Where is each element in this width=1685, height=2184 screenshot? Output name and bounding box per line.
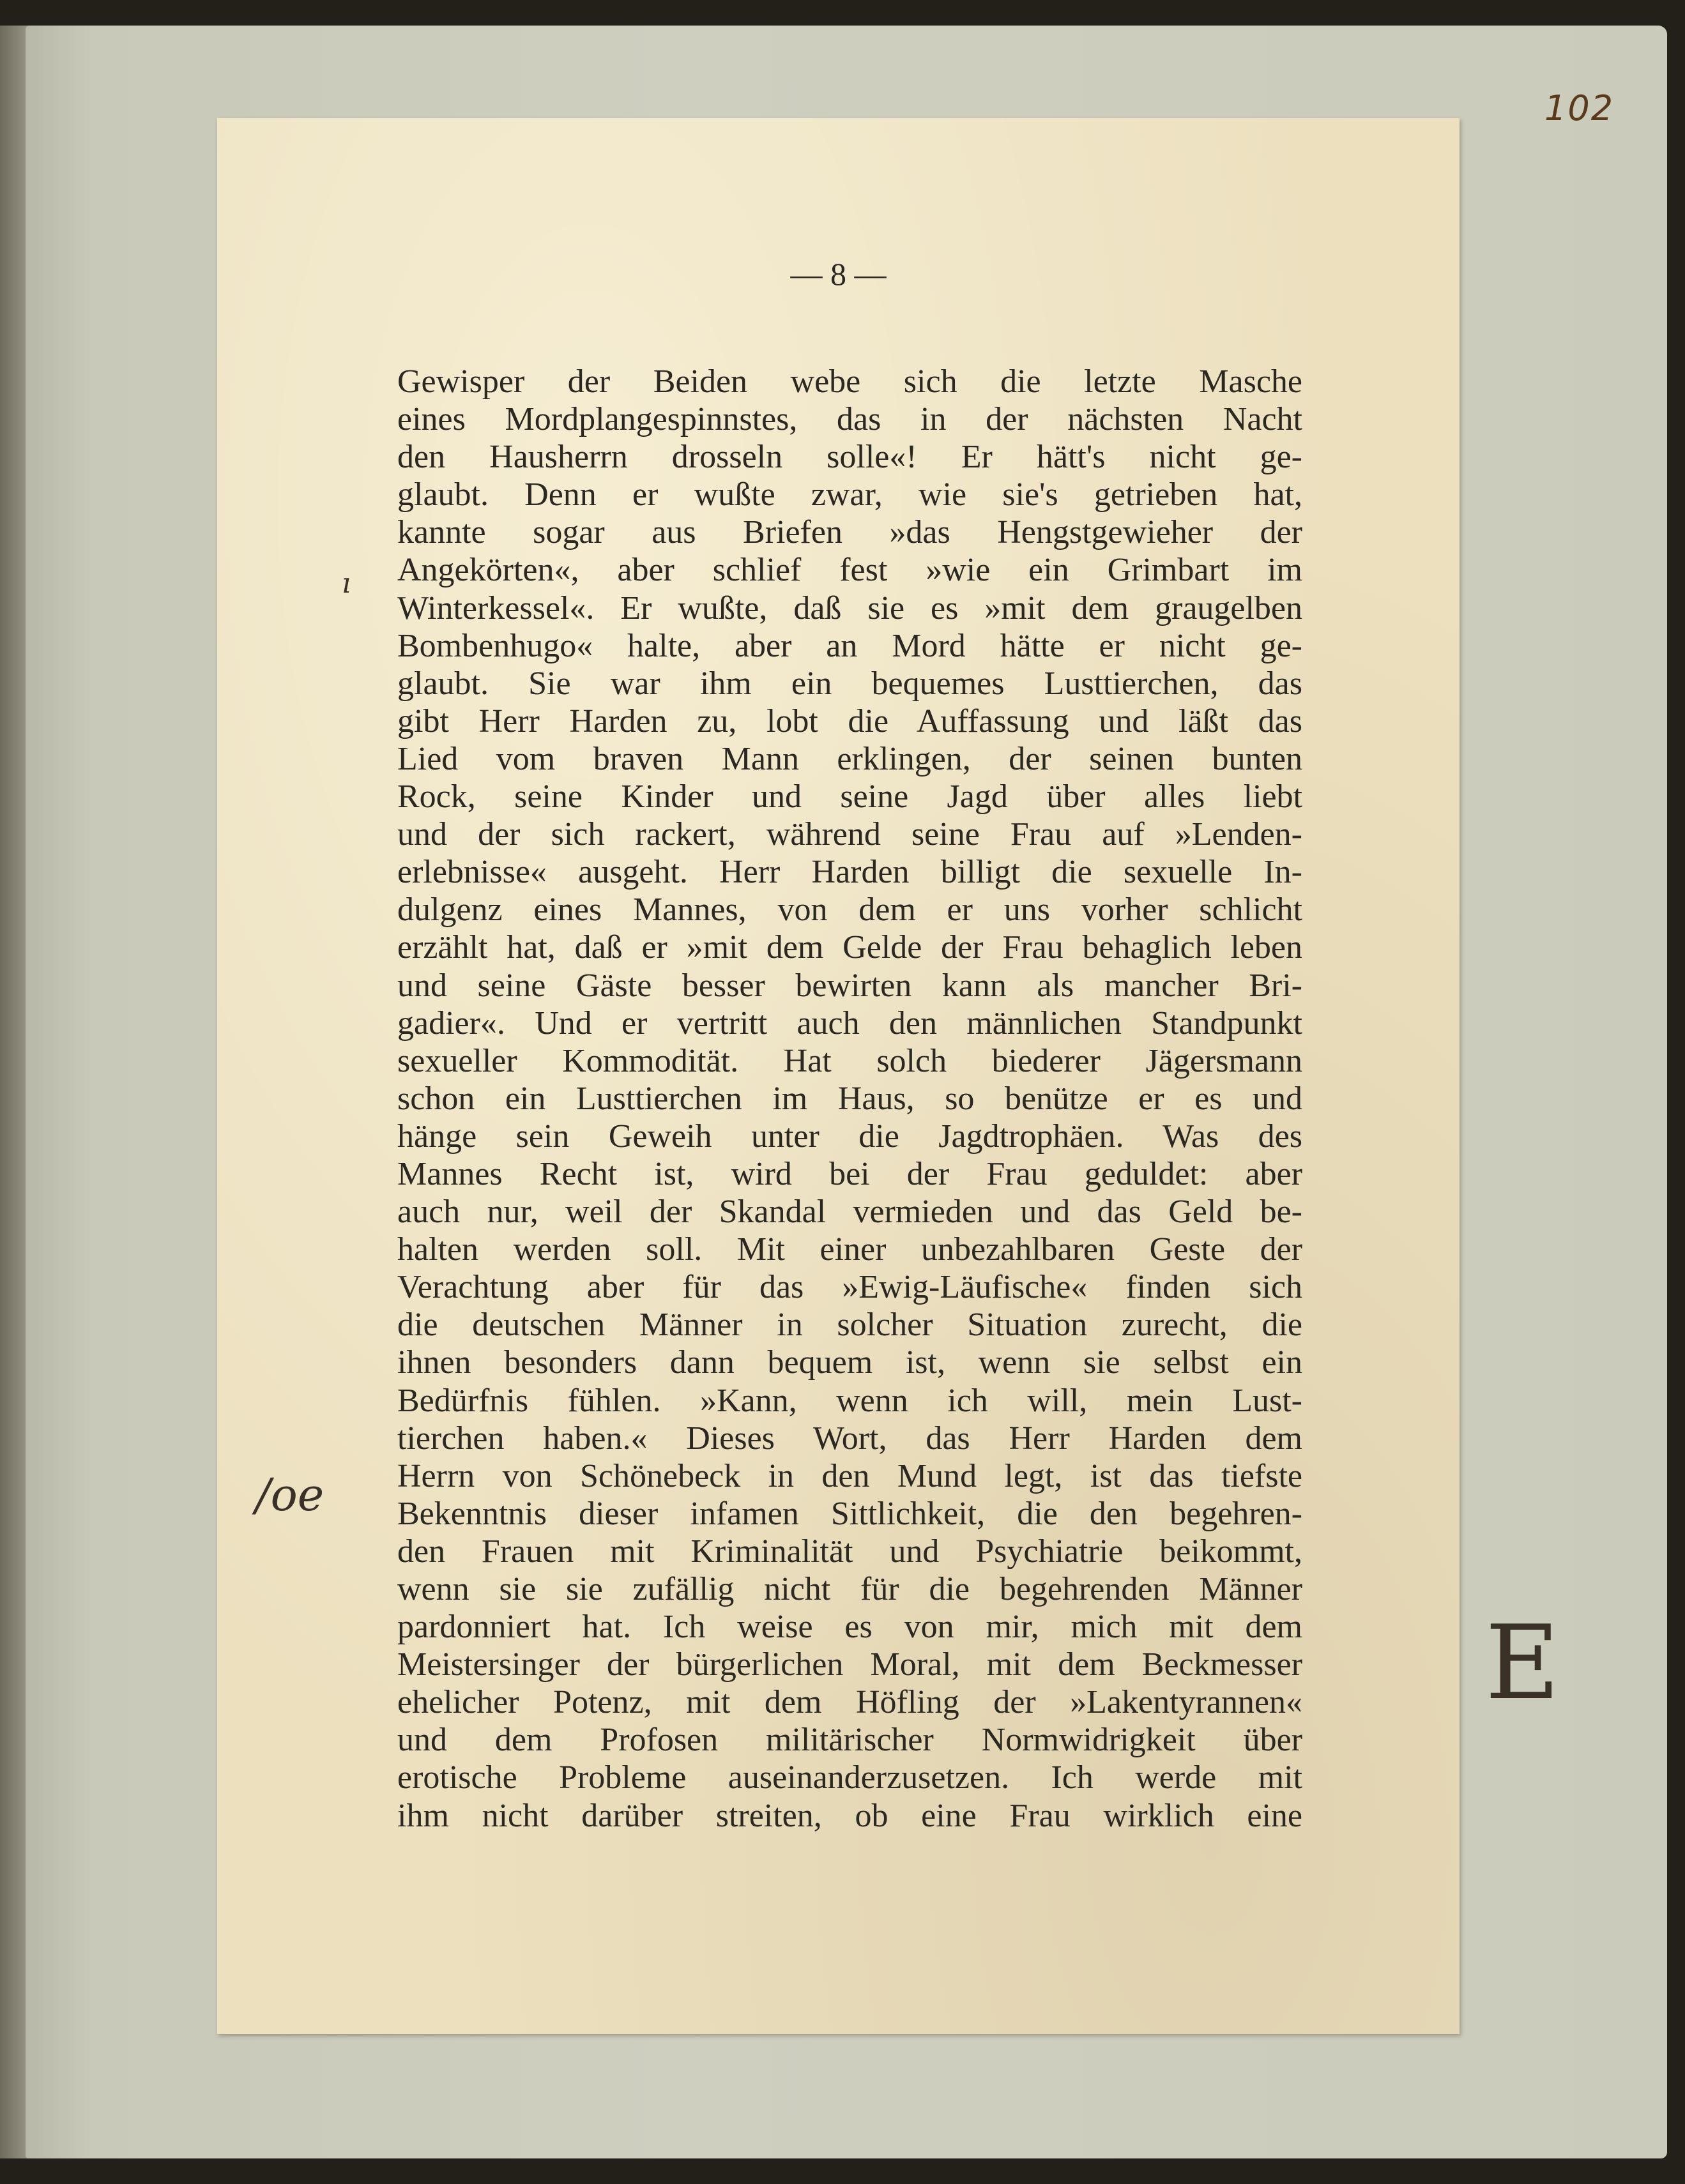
text-line: schon ein Lusttierchen im Haus, so benütze er es und: [397, 1080, 1302, 1117]
text-line: Angekörten«, aber schlief fest »wie ein Grimbart im: [397, 552, 1302, 589]
text-line: gadier«. Und er vertritt auch den männlichen Standpunkt: [397, 1005, 1302, 1042]
text-line: ehelicher Potenz, mit dem Höfling der »Lakentyrannen«: [397, 1684, 1302, 1721]
text-line: Mannes Recht ist, wird bei der Frau geduldet: aber: [397, 1155, 1302, 1192]
text-line: Lied vom braven Mann erklingen, der seinen bunten: [397, 740, 1302, 777]
text-line: den Frauen mit Kriminalität und Psychiatrie beikommt,: [397, 1533, 1302, 1570]
text-line: und der sich rackert, während seine Frau auf »Lenden-: [397, 816, 1302, 853]
text-line: erotische Probleme auseinanderzusetzen. Ich werde mit: [397, 1759, 1302, 1796]
printed-sheet: [217, 118, 1460, 2034]
text-line: pardonniert hat. Ich weise es von mir, mich mit dem: [397, 1609, 1302, 1646]
text-line: Herrn von Schönebeck in den Mund legt, ist das tiefste: [397, 1457, 1302, 1494]
text-line: erzählt hat, daß er »mit dem Gelde der Frau behaglich leben: [397, 929, 1302, 966]
text-line: Gewisper der Beiden webe sich die letzte Masche: [397, 363, 1302, 400]
text-line: erlebnisse« ausgeht. Herr Harden billigt die sexuelle In-: [397, 854, 1302, 891]
text-line: Bombenhugo« halte, aber an Mord hätte er nicht ge-: [397, 627, 1302, 664]
text-line: sexueller Kommodität. Hat solch biederer Jägersmann: [397, 1042, 1302, 1079]
text-line: gibt Herr Harden zu, lobt die Auffassung und läßt das: [397, 702, 1302, 739]
text-line: tierchen haben.« Dieses Wort, das Herr Harden dem: [397, 1420, 1302, 1457]
text-line: dulgenz eines Mannes, von dem er uns vorher schlicht: [397, 891, 1302, 929]
text-line: Meistersinger der bürgerlichen Moral, mit dem Beckmesser: [397, 1646, 1302, 1683]
text-line: und seine Gäste besser bewirten kann als mancher Bri-: [397, 967, 1302, 1004]
folio-number: 102: [1544, 88, 1615, 128]
body-text: [397, 363, 1302, 1835]
text-line: wenn sie sie zufällig nicht für die begehrenden Männer: [397, 1571, 1302, 1607]
margin-note-left: /oe: [255, 1469, 324, 1521]
page-number: — 8 —: [790, 256, 887, 292]
text-line: auch nur, weil der Skandal vermieden und das Geld be-: [397, 1194, 1302, 1231]
text-line: ihnen besonders dann bequem ist, wenn sie selbst ein: [397, 1344, 1302, 1381]
text-line: die deutschen Männer in solcher Situation zurecht, die: [397, 1307, 1302, 1344]
margin-note-right: E: [1485, 1603, 1560, 1722]
text-line: Verachtung aber für das »Ewig-Läufische« finden sich: [397, 1269, 1302, 1306]
text-line: hänge sein Geweih unter die Jagdtrophäen. Was des: [397, 1118, 1302, 1155]
text-line: den Hausherrn drosseln solle«! Er hätt's nicht ge-: [397, 439, 1302, 476]
margin-tick-mark: ı: [342, 567, 351, 600]
text-line: ihm nicht darüber streiten, ob eine Frau wirklich eine: [397, 1797, 1302, 1834]
text-line: glaubt. Sie war ihm ein bequemes Lusttierchen, das: [397, 665, 1302, 702]
text-line: Bekenntnis dieser infamen Sittlichkeit, die den begehren-: [397, 1495, 1302, 1532]
text-line: Bedürfnis fühlen. »Kann, wenn ich will, mein Lust-: [397, 1382, 1302, 1419]
text-line: glaubt. Denn er wußte zwar, wie sie's getrieben hat,: [397, 476, 1302, 513]
text-line: kannte sogar aus Briefen »das Hengstgewieher der: [397, 514, 1302, 551]
text-line: und dem Profosen militärischer Normwidrigkeit über: [397, 1722, 1302, 1759]
text-line: halten werden soll. Mit einer unbezahlbaren Geste der: [397, 1231, 1302, 1268]
text-line: Winterkessel«. Er wußte, daß sie es »mit dem graugelben: [397, 589, 1302, 626]
text-line: Rock, seine Kinder und seine Jagd über alles liebt: [397, 778, 1302, 815]
text-line: eines Mordplangespinnstes, das in der nächsten Nacht: [397, 401, 1302, 438]
